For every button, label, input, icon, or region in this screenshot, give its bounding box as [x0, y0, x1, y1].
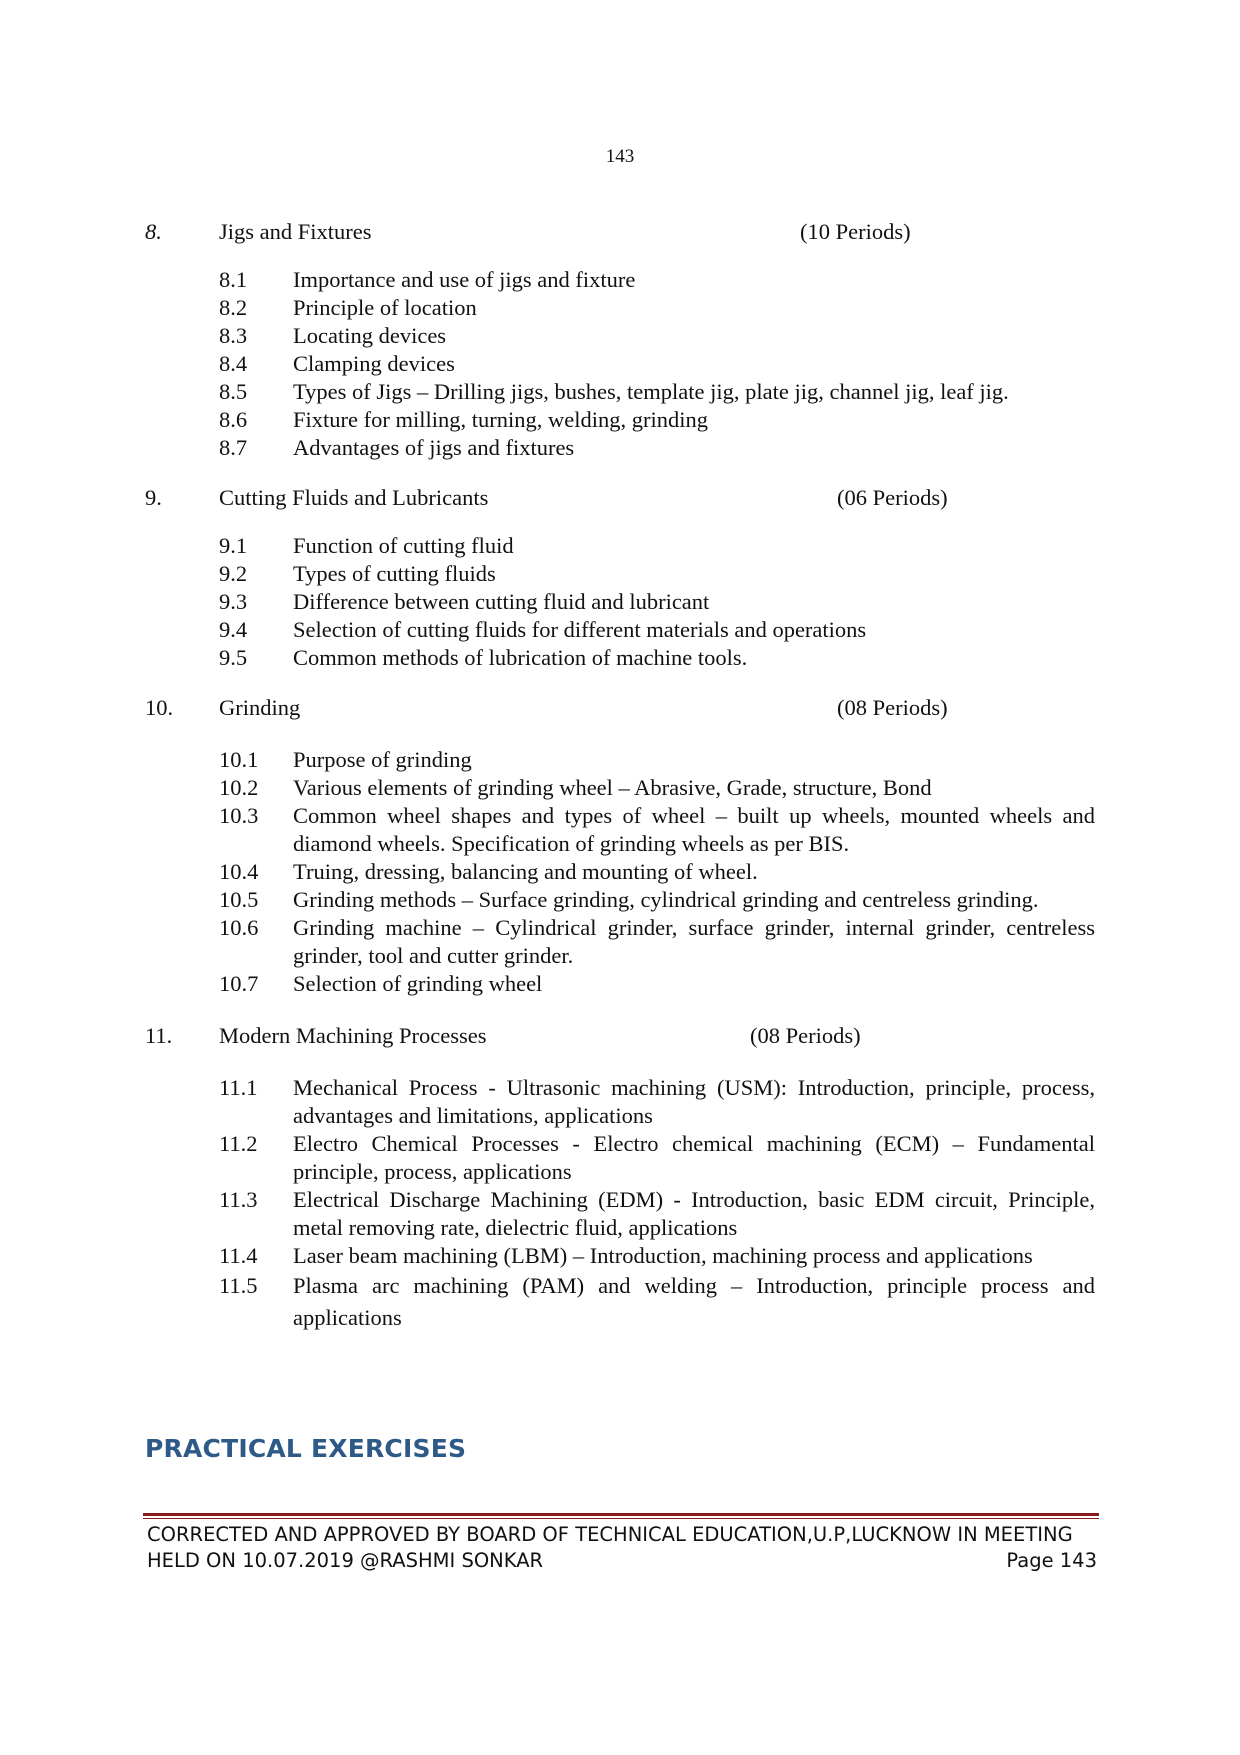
item-number: 10.1 — [219, 747, 259, 772]
item-text: Types of cutting fluids — [293, 561, 496, 586]
item-number: 10.6 — [219, 915, 259, 940]
item-text: Common methods of lubrication of machine tools. — [293, 645, 748, 670]
section-number: 11. — [145, 1023, 173, 1048]
item-number: 8.7 — [219, 435, 248, 460]
item-text: Function of cutting fluid — [293, 533, 514, 558]
item-list — [219, 1074, 1095, 1334]
item-text: Types of Jigs – Drilling jigs, bushes, template jig, plate jig, channel jig, leaf jig. — [293, 379, 1009, 404]
item-list — [219, 532, 1095, 672]
item-text: Purpose of grinding — [293, 747, 472, 772]
list-item — [219, 266, 1095, 294]
section-periods: (10 Periods) — [800, 219, 911, 244]
item-number: 8.2 — [219, 295, 248, 320]
list-item — [219, 1186, 1095, 1242]
item-text: Selection of cutting fluids for different materials and operations — [293, 617, 867, 642]
item-number: 8.1 — [219, 267, 248, 292]
section-11 — [145, 1022, 1095, 1334]
item-text: Mechanical Process - Ultrasonic machining (USM): Introduction, principle, process, advantages and limitations, applications — [293, 1075, 1095, 1128]
section-number: 8. — [145, 219, 162, 244]
list-item — [219, 886, 1095, 914]
list-item — [219, 774, 1095, 802]
section-number: 9. — [145, 485, 162, 510]
item-text: Laser beam machining (LBM) – Introduction, machining process and applications — [293, 1243, 1033, 1268]
list-item — [219, 644, 1095, 672]
item-text: Grinding machine – Cylindrical grinder, surface grinder, internal grinder, centreless grinder, tool and cutter grinder. — [293, 915, 1095, 968]
item-number: 11.3 — [219, 1187, 258, 1212]
item-number: 10.3 — [219, 803, 259, 828]
item-text: Fixture for milling, turning, welding, grinding — [293, 407, 708, 432]
item-text: Advantages of jigs and fixtures — [293, 435, 575, 460]
section-periods: (08 Periods) — [750, 1023, 861, 1048]
page-footer — [147, 1522, 1097, 1574]
section-title: Jigs and Fixtures — [219, 219, 372, 244]
section-8 — [145, 218, 1095, 462]
item-list — [219, 266, 1095, 462]
section-10 — [145, 694, 1095, 998]
item-number: 9.3 — [219, 589, 248, 614]
item-number: 10.7 — [219, 971, 259, 996]
list-item — [219, 858, 1095, 886]
item-text: Electro Chemical Processes - Electro chemical machining (ECM) – Fundamental principle, process, applications — [293, 1131, 1095, 1184]
footer-rule-thick — [143, 1513, 1099, 1516]
list-item — [219, 588, 1095, 616]
item-text: Difference between cutting fluid and lubricant — [293, 589, 710, 614]
item-text: Principle of location — [293, 295, 477, 320]
section-title: Cutting Fluids and Lubricants — [219, 485, 489, 510]
section-heading — [145, 484, 1095, 512]
section-periods: (06 Periods) — [837, 485, 948, 510]
item-number: 9.1 — [219, 533, 248, 558]
item-text: Common wheel shapes and types of wheel – built up wheels, mounted wheels and diamond wheels. Specification of grinding wheels as per BIS. — [293, 803, 1095, 856]
list-item — [219, 1270, 1095, 1334]
item-number: 10.5 — [219, 887, 259, 912]
list-item — [219, 294, 1095, 322]
item-text: Truing, dressing, balancing and mounting of wheel. — [293, 859, 758, 884]
list-item — [219, 914, 1095, 970]
section-title: Grinding — [219, 695, 301, 720]
item-number: 8.6 — [219, 407, 248, 432]
item-number: 11.5 — [219, 1273, 258, 1298]
list-item — [219, 532, 1095, 560]
list-item — [219, 1130, 1095, 1186]
section-heading — [145, 218, 1095, 246]
item-number: 11.1 — [219, 1075, 258, 1100]
item-text: Selection of grinding wheel — [293, 971, 543, 996]
item-number: 8.4 — [219, 351, 248, 376]
list-item — [219, 350, 1095, 378]
list-item — [219, 616, 1095, 644]
list-item — [219, 802, 1095, 858]
section-number: 10. — [145, 695, 174, 720]
footer-line-1: CORRECTED AND APPROVED BY BOARD OF TECHNICAL EDUCATION,U.P,LUCKNOW IN MEETING — [147, 1523, 1073, 1546]
list-item — [219, 560, 1095, 588]
item-text: Clamping devices — [293, 351, 455, 376]
item-text: Electrical Discharge Machining (EDM) - Introduction, basic EDM circuit, Principle, metal removing rate, dielectric fluid, applications — [293, 1187, 1095, 1240]
footer-page-label: Page 143 — [1006, 1549, 1097, 1572]
section-title: Modern Machining Processes — [219, 1023, 487, 1048]
list-item — [219, 434, 1095, 462]
list-item — [219, 322, 1095, 350]
section-9 — [145, 484, 1095, 672]
list-item — [219, 1242, 1095, 1270]
item-number: 11.4 — [219, 1243, 258, 1268]
item-text: Importance and use of jigs and fixture — [293, 267, 636, 292]
item-text: Grinding methods – Surface grinding, cylindrical grinding and centreless grinding. — [293, 887, 1039, 912]
section-periods: (08 Periods) — [837, 695, 948, 720]
item-text: Various elements of grinding wheel – Abrasive, Grade, structure, Bond — [293, 775, 932, 800]
section-heading — [145, 1022, 1095, 1050]
list-item — [219, 746, 1095, 774]
list-item — [219, 406, 1095, 434]
footer-rule-thin — [143, 1518, 1099, 1519]
item-number: 10.2 — [219, 775, 259, 800]
item-list — [219, 746, 1095, 998]
section-heading — [145, 694, 1095, 722]
page-number: 143 — [605, 146, 635, 167]
list-item — [219, 378, 1095, 406]
item-text: Locating devices — [293, 323, 447, 348]
item-number: 9.2 — [219, 561, 248, 586]
item-number: 8.3 — [219, 323, 248, 348]
item-number: 8.5 — [219, 379, 248, 404]
footer-meeting-date: HELD ON 10.07.2019 @RASHMI SONKAR — [147, 1549, 544, 1572]
item-number: 11.2 — [219, 1131, 258, 1156]
item-text: Plasma arc machining (PAM) and welding – Introduction, principle process and applications — [293, 1273, 1095, 1330]
list-item — [219, 970, 1095, 998]
item-number: 10.4 — [219, 859, 259, 884]
syllabus-content — [145, 218, 1095, 1334]
item-number: 9.4 — [219, 617, 248, 642]
item-number: 9.5 — [219, 645, 248, 670]
list-item — [219, 1074, 1095, 1130]
practical-exercises-heading: PRACTICAL EXERCISES — [145, 1434, 467, 1463]
footer-line-2 — [147, 1548, 1097, 1574]
